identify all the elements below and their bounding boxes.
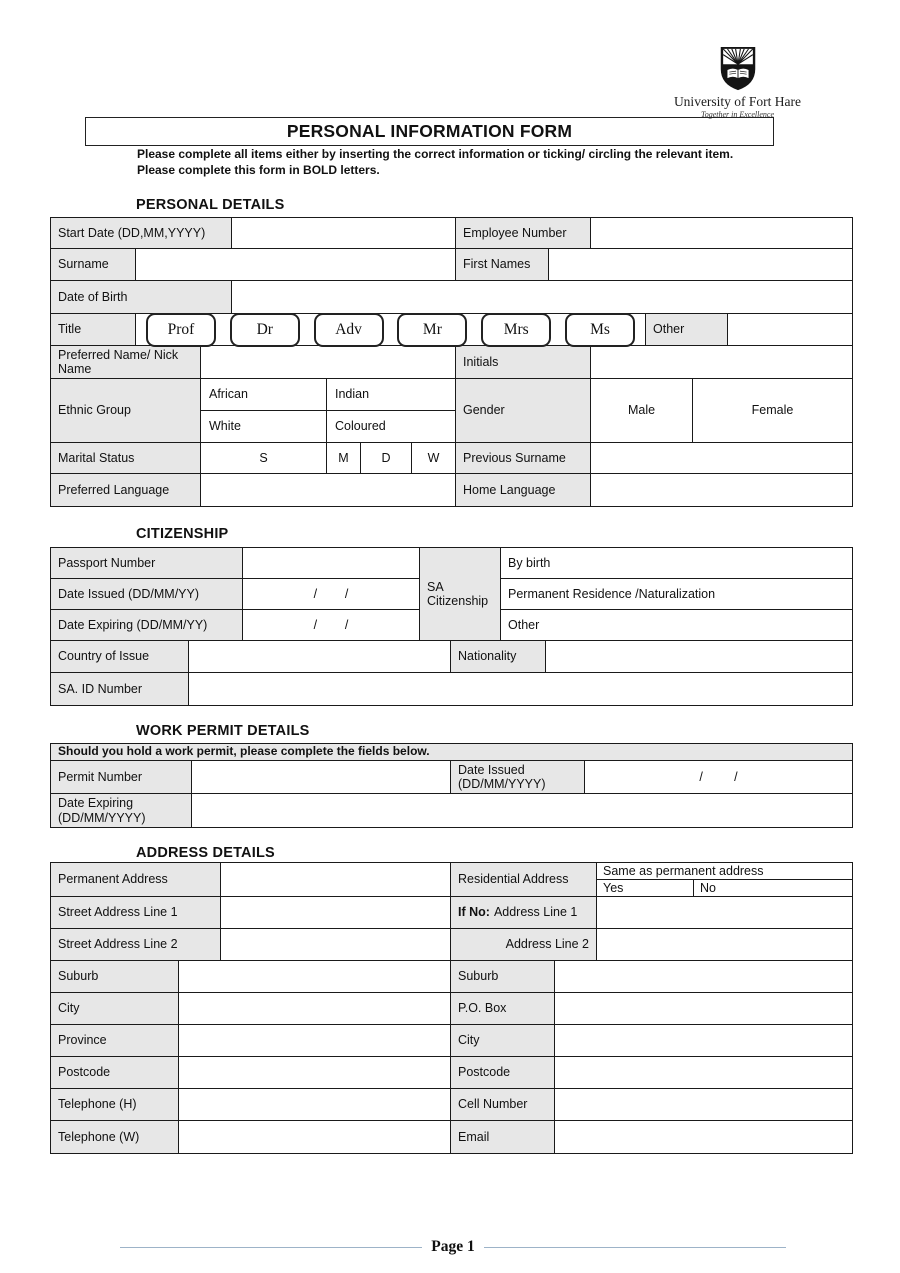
first-names-label: First Names (456, 249, 549, 280)
street-address-2-input[interactable] (221, 929, 451, 960)
university-name: University of Fort Hare (673, 94, 802, 109)
ethnic-options-group (201, 379, 456, 442)
citizenship-option-by-birth[interactable]: By birth (501, 548, 852, 579)
residential-address-line-1-input[interactable] (597, 897, 852, 928)
work-permit-heading: WORK PERMIT DETAILS (136, 723, 310, 739)
row-permanent-address (51, 863, 852, 897)
home-language-input[interactable] (591, 474, 852, 506)
initials-input[interactable] (591, 346, 852, 378)
employee-number-label: Employee Number (456, 218, 591, 248)
perm-suburb-input[interactable] (179, 961, 451, 992)
row-languages (51, 474, 852, 506)
start-date-input[interactable] (232, 218, 456, 248)
row-title (51, 314, 852, 346)
citizenship-option-other[interactable]: Other (501, 610, 852, 641)
form-title-box (85, 117, 774, 146)
start-date-label: Start Date (DD,MM,YYYY) (51, 218, 232, 248)
passport-date-issued-label: Date Issued (DD/MM/YY) (51, 579, 243, 610)
country-of-issue-input[interactable] (189, 641, 451, 672)
date-of-birth-label: Date of Birth (51, 281, 232, 313)
previous-surname-input[interactable] (591, 443, 852, 473)
row-postcode (51, 1057, 852, 1089)
res-suburb-label: Suburb (451, 961, 555, 992)
citizenship-heading: CITIZENSHIP (136, 526, 229, 542)
citizenship-grid (51, 548, 852, 641)
row-telephone-w-email (51, 1121, 852, 1153)
row-country-of-issue (51, 641, 852, 673)
permit-date-issued-label: Date Issued (DD/MM/YYYY) (451, 761, 585, 793)
title-option-dr[interactable]: Dr (230, 313, 300, 347)
res-suburb-input[interactable] (555, 961, 852, 992)
ethnic-subrow-2 (201, 411, 455, 442)
permit-date-issued-input[interactable]: / / (699, 769, 738, 784)
row-telephone-h-cell (51, 1089, 852, 1121)
ethnic-option-white[interactable]: White (201, 411, 327, 442)
preferred-language-input[interactable] (201, 474, 456, 506)
personal-details-heading: PERSONAL DETAILS (136, 197, 285, 213)
nationality-label: Nationality (451, 641, 546, 672)
perm-province-label: Province (51, 1025, 179, 1056)
sa-id-number-label: SA. ID Number (51, 673, 189, 705)
title-option-ms[interactable]: Ms (565, 313, 635, 347)
previous-surname-label: Previous Surname (456, 443, 591, 473)
marital-option-widowed[interactable]: W (412, 443, 456, 473)
work-permit-note-row (51, 744, 852, 761)
res-city-input[interactable] (555, 1025, 852, 1056)
permit-date-expiring-input[interactable] (192, 794, 852, 827)
email-input[interactable] (555, 1121, 852, 1153)
ethnic-option-coloured[interactable]: Coloured (335, 419, 386, 434)
first-names-input[interactable] (549, 249, 852, 280)
passport-date-issued-input[interactable]: / / (243, 579, 420, 610)
passport-date-expiring-label: Date Expiring (DD/MM/YY) (51, 610, 243, 641)
gender-option-male[interactable]: Male (591, 379, 693, 442)
personal-details-table (50, 217, 853, 507)
title-options-group (136, 314, 646, 345)
marital-option-divorced[interactable]: D (361, 443, 412, 473)
university-tagline: Together in Excellence (700, 110, 774, 119)
marital-status-label: Marital Status (51, 443, 201, 473)
perm-province-input[interactable] (179, 1025, 451, 1056)
row-date-of-birth (51, 281, 852, 314)
res-pobox-label: P.O. Box (451, 993, 555, 1024)
row-permit-number (51, 761, 852, 794)
passport-date-expiring-input[interactable]: / / (243, 610, 420, 641)
form-title: PERSONAL INFORMATION FORM (286, 121, 573, 141)
title-label: Title (51, 314, 136, 345)
passport-number-input[interactable] (243, 548, 420, 579)
page-number: Page 1 (431, 1238, 475, 1255)
residential-address-label: Residential Address (451, 863, 597, 896)
row-city-pobox (51, 993, 852, 1025)
address-details-table (50, 862, 853, 1154)
page-footer (120, 1238, 786, 1256)
employee-number-input[interactable] (591, 218, 852, 248)
title-option-adv[interactable]: Adv (314, 313, 384, 347)
title-option-mr[interactable]: Mr (397, 313, 467, 347)
row-start-date (51, 218, 852, 249)
title-other-input[interactable] (728, 314, 852, 345)
row-province-city (51, 1025, 852, 1057)
form-instructions: Please complete all items either by inserting the correct information or ticking/ circling the relevant item. Please complete this form in BOLD letters. (137, 147, 734, 177)
permit-date-expiring-label: Date Expiring (DD/MM/YYYY) (51, 794, 192, 827)
street-address-2-label: Street Address Line 2 (51, 929, 221, 960)
cell-number-label: Cell Number (451, 1089, 555, 1120)
sa-id-number-input[interactable] (189, 673, 852, 705)
permanent-address-label: Permanent Address (51, 863, 221, 896)
same-as-yes-option[interactable]: Yes (597, 880, 694, 896)
passport-number-label: Passport Number (51, 548, 243, 579)
address-line-1-label: Address Line 1 (493, 905, 578, 920)
telephone-home-label: Telephone (H) (51, 1089, 179, 1120)
citizenship-table (50, 547, 853, 706)
row-permit-date-expiring (51, 794, 852, 827)
university-crest-icon (645, 46, 830, 92)
gender-option-female[interactable]: Female (751, 403, 794, 418)
same-as-options (597, 880, 852, 896)
permit-number-label: Permit Number (51, 761, 192, 793)
marital-option-married[interactable]: M (327, 443, 361, 473)
nationality-input[interactable] (546, 641, 852, 672)
surname-input[interactable] (136, 249, 456, 280)
same-as-permanent-group (597, 863, 852, 896)
permit-number-input[interactable] (192, 761, 451, 793)
preferred-language-label: Preferred Language (51, 474, 201, 506)
footer-rule-right (484, 1247, 786, 1248)
ethnic-subrow-1 (201, 379, 455, 411)
same-as-no-option[interactable]: No (700, 880, 716, 895)
address-line-2-label: Address Line 2 (451, 929, 597, 960)
telephone-home-input[interactable] (179, 1089, 451, 1120)
marital-option-single[interactable]: S (201, 443, 327, 473)
ethnic-option-indian[interactable]: Indian (335, 387, 370, 402)
residential-address-line-2-input[interactable] (597, 929, 852, 960)
gender-label: Gender (456, 379, 591, 442)
res-pobox-input[interactable] (555, 993, 852, 1024)
perm-city-input[interactable] (179, 993, 451, 1024)
perm-city-label: City (51, 993, 179, 1024)
footer-rule-left (120, 1247, 422, 1248)
perm-postcode-label: Postcode (51, 1057, 179, 1088)
citizenship-option-permanent-residence[interactable]: Permanent Residence /Naturalization (501, 579, 852, 610)
if-no-label: If No: (458, 905, 490, 920)
initials-label: Initials (456, 346, 591, 378)
address-details-heading: ADDRESS DETAILS (136, 845, 275, 861)
res-postcode-label: Postcode (451, 1057, 555, 1088)
row-ethnic-gender (51, 379, 852, 443)
telephone-work-label: Telephone (W) (51, 1121, 179, 1153)
row-suburb (51, 961, 852, 993)
title-other-label: Other (646, 314, 728, 345)
res-postcode-input[interactable] (555, 1057, 852, 1088)
preferred-name-input[interactable] (201, 346, 456, 378)
ethnic-group-label: Ethnic Group (51, 379, 201, 442)
title-option-prof[interactable]: Prof (146, 313, 216, 347)
email-label: Email (451, 1121, 555, 1153)
if-no-address-line-1-label (451, 897, 597, 928)
street-address-1-label: Street Address Line 1 (51, 897, 221, 928)
work-permit-note: Should you hold a work permit, please complete the fields below. (51, 744, 852, 760)
work-permit-table (50, 743, 853, 828)
permanent-address-input[interactable] (221, 863, 451, 896)
cell-number-input[interactable] (555, 1089, 852, 1120)
date-of-birth-input[interactable] (232, 281, 852, 313)
row-preferred-name (51, 346, 852, 379)
row-street-address-1 (51, 897, 852, 929)
row-marital-status (51, 443, 852, 474)
same-as-permanent-label: Same as permanent address (597, 863, 852, 880)
home-language-label: Home Language (456, 474, 591, 506)
row-sa-id (51, 673, 852, 705)
surname-label: Surname (51, 249, 136, 280)
perm-suburb-label: Suburb (51, 961, 179, 992)
res-city-label: City (451, 1025, 555, 1056)
perm-postcode-input[interactable] (179, 1057, 451, 1088)
country-of-issue-label: Country of Issue (51, 641, 189, 672)
telephone-work-input[interactable] (179, 1121, 451, 1153)
title-option-mrs[interactable]: Mrs (481, 313, 551, 347)
row-surname (51, 249, 852, 281)
ethnic-option-african[interactable]: African (201, 379, 327, 410)
row-street-address-2 (51, 929, 852, 961)
street-address-1-input[interactable] (221, 897, 451, 928)
sa-citizenship-label: SA Citizenship (420, 548, 501, 641)
preferred-name-label: Preferred Name/ Nick Name (51, 346, 201, 378)
university-logo (645, 46, 830, 119)
